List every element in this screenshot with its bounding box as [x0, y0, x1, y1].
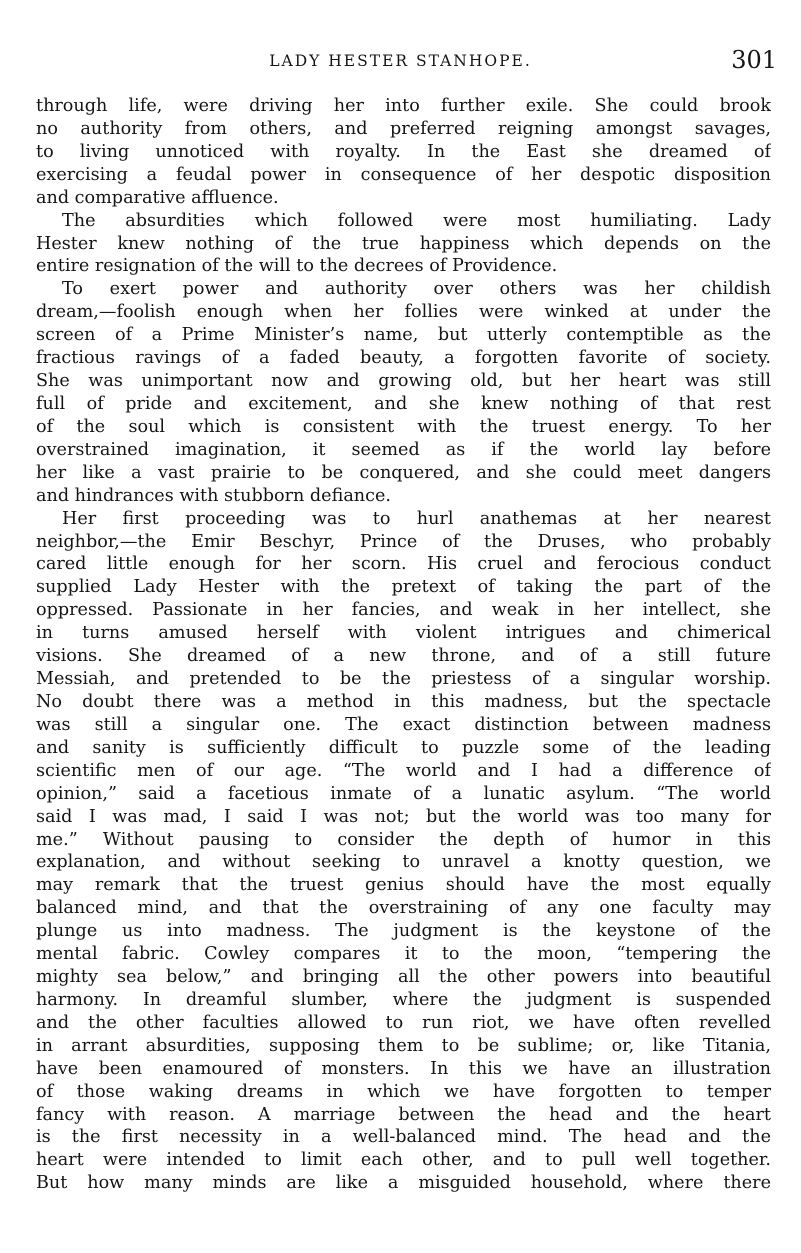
text-line: The absurdities which followed were most humiliating. Lady [62, 210, 771, 231]
text-line: through life, were driving her into further exile. She could brook [36, 96, 771, 116]
text-line: to living unnoticed with royalty. In the East she dreamed of [36, 141, 771, 162]
text-line: oppressed. Passionate in her fancies, and weak in her intellect, she [36, 600, 771, 621]
text-line: But how many minds are like a misguided household, where there [36, 1173, 771, 1194]
page-header [0, 46, 801, 76]
text-line: her like a vast prairie to be conquered, and she could meet dangers [36, 462, 771, 483]
text-line: visions. She dreamed of a new throne, and of a still future [36, 646, 771, 667]
text-line: of the soul which is consistent with the truest energy. To her [36, 416, 771, 437]
text-line: opinion,” said a facetious inmate of a lunatic asylum. “The world [36, 783, 771, 804]
text-line: entire resignation of the will to the decrees of Providence. [36, 256, 558, 277]
text-line: She was unimportant now and growing old, but her heart was still [36, 371, 771, 392]
text-line: mighty sea below,” and bringing all the other powers into beautiful [36, 967, 771, 988]
text-line: may remark that the truest genius should have the most equally [36, 875, 771, 896]
text-line: and the other faculties allowed to run riot, we have often revelled [36, 1012, 771, 1033]
text-line: overstrained imagination, it seemed as if the world lay before [36, 439, 771, 460]
text-line: of those waking dreams in which we have forgotten to temper [36, 1081, 771, 1102]
text-line: fractious ravings of a faded beauty, a forgotten favorite of society. [36, 348, 771, 369]
text-line: have been enamoured of monsters. In this we have an illustration [36, 1058, 771, 1079]
text-line: plunge us into madness. The judgment is the keystone of the [36, 921, 771, 942]
text-line: Messiah, and pretended to be the priestess of a singular worship. [36, 669, 771, 690]
text-line: balanced mind, and that the overstraining of any one faculty may [36, 898, 771, 919]
text-line: cared little enough for her scorn. His cruel and ferocious conduct [36, 554, 771, 575]
running-title: LADY HESTER STANHOPE. [269, 52, 532, 70]
text-line: no authority from others, and preferred reigning amongst savages, [36, 118, 771, 139]
text-line: and hindrances with stubborn defiance. [36, 485, 391, 506]
text-line: No doubt there was a method in this madness, but the spectacle [36, 691, 771, 712]
text-line: full of pride and excitement, and she knew nothing of that rest [36, 393, 771, 414]
body-text [36, 95, 771, 1195]
text-line: said I was mad, I said I was not; but the world was too many for [36, 806, 771, 827]
text-line: scientific men of our age. “The world and I had a difference of [36, 760, 771, 781]
text-line: neighbor,—the Emir Beschyr, Prince of the Druses, who probably [36, 531, 771, 552]
text-line: exercising a feudal power in consequence of her despotic disposition [36, 164, 771, 185]
text-line: and comparative affluence. [36, 187, 279, 208]
text-line: and sanity is sufficiently difficult to puzzle some of the leading [36, 737, 771, 758]
text-line: heart were intended to limit each other, and to pull well together. [36, 1150, 771, 1171]
text-line: mental fabric. Cowley compares it to the moon, “tempering the [36, 944, 771, 965]
text-line: fancy with reason. A marriage between the head and the heart [36, 1104, 771, 1125]
text-line: screen of a Prime Minister’s name, but utterly contemptible as the [36, 325, 771, 346]
text-line: Her first proceeding was to hurl anathemas at her nearest [62, 508, 771, 529]
text-line: Hester knew nothing of the true happiness which depends on the [36, 233, 771, 254]
text-line: harmony. In dreamful slumber, where the judgment is suspended [36, 989, 771, 1010]
text-line: is the first necessity in a well-balanced mind. The head and the [36, 1127, 771, 1148]
page-number: 301 [731, 46, 777, 74]
text-line: in turns amused herself with violent intrigues and chimerical [36, 623, 771, 644]
text-line: me.” Without pausing to consider the depth of humor in this [36, 829, 771, 850]
text-line: explanation, and without seeking to unravel a knotty question, we [36, 852, 771, 873]
text-line: To exert power and authority over others was her childish [62, 279, 771, 300]
text-line: was still a singular one. The exact distinction between madness [36, 714, 771, 735]
text-line: dream,—foolish enough when her follies were winked at under the [36, 302, 771, 323]
text-line: supplied Lady Hester with the pretext of taking the part of the [36, 577, 771, 598]
text-line: in arrant absurdities, supposing them to be sublime; or, like Titania, [36, 1035, 771, 1056]
